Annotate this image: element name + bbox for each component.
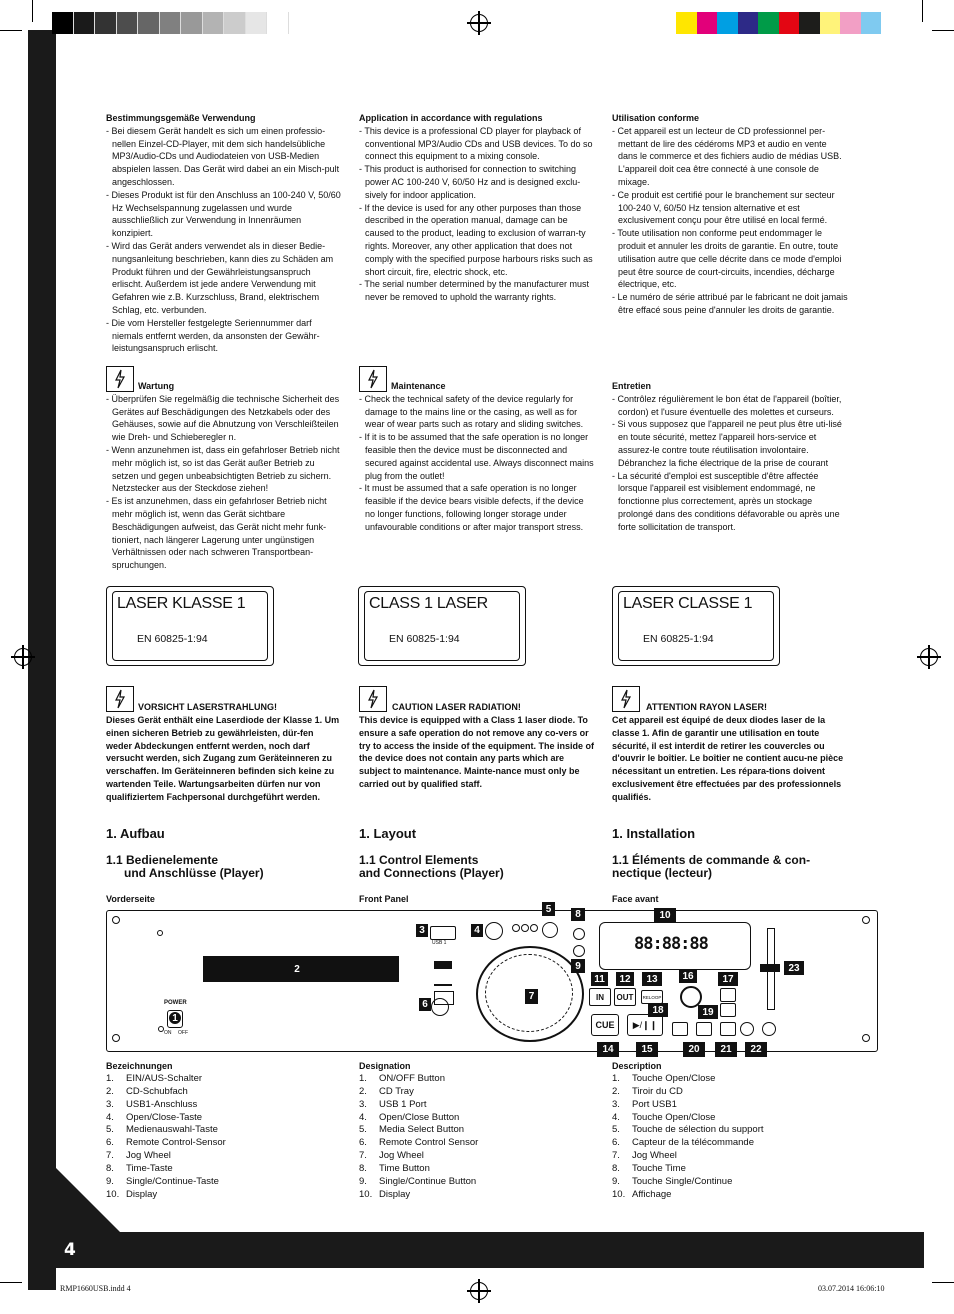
list-item: - Check the technical safety of the device regularly for damage to the mains line or the casing, as well as for wear of wear parts such as rotary and sliding switches.	[359, 393, 595, 431]
fr-intended-use	[612, 112, 848, 317]
grayscale-swatch	[267, 12, 289, 34]
list-label: Medienauswahl-Taste	[126, 1124, 218, 1136]
list-label: Media Select Button	[379, 1124, 465, 1136]
list-item	[106, 1086, 226, 1099]
callout-number: 4	[471, 924, 483, 937]
pitch-minus-button[interactable]	[740, 1022, 754, 1036]
list-label: Time-Taste	[126, 1163, 173, 1175]
list-number: 7.	[106, 1150, 114, 1162]
usb-port[interactable]	[430, 926, 456, 940]
list-item	[359, 1176, 478, 1189]
laser-class-title: CLASS 1 LASER	[369, 595, 488, 612]
callout-number: 6	[419, 998, 431, 1011]
en-intended-use	[359, 112, 595, 304]
color-swatch	[799, 12, 820, 34]
callout-number: 19	[698, 1005, 718, 1019]
left-black-stripe	[28, 30, 56, 1290]
list-label: Open/Close-Taste	[126, 1111, 203, 1123]
color-calibration-bar	[676, 12, 881, 34]
list-item	[612, 1073, 764, 1086]
list-item: - Dieses Produkt ist für den Anschluss an 100-240 V, 50/60 Hz Wechselspannung zugelassen und wurde ausschließlich zur Verwendung in Innenräumen konzipiert.	[106, 189, 342, 240]
list-item	[106, 1073, 226, 1086]
bullet-list	[106, 125, 342, 355]
de-intended-use	[106, 112, 342, 355]
grayscale-swatch	[74, 12, 96, 34]
section-title: 1. Installation	[612, 826, 696, 841]
list-label: Open/Close Button	[379, 1111, 460, 1123]
grayscale-swatch	[52, 12, 74, 34]
list-item: - Toute utilisation non conforme peut endommager le produit et annuler les droits de garantie. En outre, toute utilisation autre que celle décrite dans ce mode d'emploi peut être source de court-circuits, incendies, décharge électrique, etc.	[612, 227, 848, 291]
callout-number: 17	[718, 972, 738, 986]
laser-class-label	[106, 586, 274, 666]
callout-number: 9	[571, 959, 585, 973]
callout-number: 13	[642, 972, 662, 986]
list-label: USB 1 Port	[379, 1098, 427, 1110]
list-item: - If it is to be assumed that the safe operation is no longer feasible then the device must be disconnected and secured against accidental use. Always disconnect mains plug from the outlet!	[359, 431, 595, 482]
list-item	[612, 1137, 764, 1150]
list-item	[106, 1150, 226, 1163]
list-label: Tiroir du CD	[632, 1085, 683, 1097]
list-item: - Si vous supposez que l'appareil ne peut plus être uti-lisé en toute sécurité, mettez l'appareil hors-service et assurez-le contre toute réutilisation involontaire. Débranchez la fiche électrique de la prise de courant	[612, 418, 848, 469]
laser-class-title: LASER CLASSE 1	[623, 595, 753, 612]
subsection-title: and Connections (Player)	[359, 866, 504, 880]
list-item	[612, 1150, 764, 1163]
power-off-label: OFF	[178, 1030, 188, 1036]
panel-label: Front Panel	[359, 894, 409, 904]
list-label: Single/Continue Button	[379, 1176, 477, 1188]
rack-screw	[112, 1034, 120, 1042]
color-swatch	[840, 12, 861, 34]
list-label: Capteur de la télécommande	[632, 1137, 754, 1149]
list-label: Single/Continue-Taste	[126, 1176, 219, 1188]
fr-maintenance	[612, 380, 848, 534]
en-maintenance	[359, 380, 595, 534]
laser-class-title: LASER KLASSE 1	[117, 595, 246, 612]
list-number: 5.	[106, 1124, 114, 1136]
bullet-list	[106, 393, 342, 572]
function-button[interactable]	[720, 988, 736, 1002]
caution-text: This device is equipped with a Class 1 laser diode. To ensure a safe operation do not remove any co-vers or try to access the inside of the equipment. The inside of the device does not contain any parts which are subject to maintenance. Mainte-nance must only be carried out by qualified staff.	[359, 715, 595, 789]
grayscale-swatch	[160, 12, 182, 34]
time-button[interactable]	[573, 928, 585, 940]
list-item: - The serial number determined by the manufacturer must never be removed to uphold the warranty rights.	[359, 278, 595, 304]
laser-norm: EN 60825-1:94	[389, 633, 460, 645]
callout-number: 7	[525, 989, 538, 1004]
list-number: 5.	[359, 1124, 367, 1136]
crop-mark	[0, 30, 22, 31]
list-label: Touche de sélection du support	[632, 1124, 764, 1136]
pitch-fader-knob[interactable]	[760, 964, 780, 972]
list-item	[106, 1124, 226, 1137]
list-item: - Bei diesem Gerät handelt es sich um einen professio-nellen Einzel-CD-Player, mit dem sich handelsübliche MP3/Audio-CDs und Audiodateien von USB-Medien abspielen lassen. Das Gerät wird dabei an ein Misch-pult angeschlossen.	[106, 125, 342, 189]
panel-label: Face avant	[612, 894, 659, 904]
color-swatch	[697, 12, 718, 34]
list-number: 7.	[359, 1150, 367, 1162]
list-number: 6.	[106, 1137, 114, 1149]
laser-norm: EN 60825-1:94	[137, 633, 208, 645]
list-item	[359, 1124, 478, 1137]
list-label: EIN/AUS-Schalter	[126, 1072, 203, 1084]
footer-date: 03.07.2014 16:06:10	[818, 1284, 885, 1293]
list-number: 3.	[106, 1098, 114, 1110]
time-readout: 88:88:88	[634, 934, 708, 954]
callout-number: 11	[591, 972, 608, 986]
list-item	[612, 1176, 764, 1189]
page-number: 4	[64, 1240, 76, 1260]
list-item: - Cet appareil est un lecteur de CD professionnel per-mettant de lire des cédéroms MP3 et audio en vente dans le commerce et des fichiers audio de médias USB. L'appareil doit cea être connecté à une console de mixage.	[612, 125, 848, 189]
caution-title: ATTENTION RAYON LASER!	[646, 702, 768, 712]
lock-button[interactable]	[720, 1022, 736, 1036]
power-on-label: ON	[164, 1030, 172, 1036]
warning-high-voltage-icon	[106, 686, 134, 712]
list-item	[612, 1086, 764, 1099]
list-item: - Es ist anzunehmen, dass ein gefahrloser Betrieb nicht mehr möglich ist, wenn das Gerät sichtbare Beschädigungen aufweist, das Gerät nicht mehr funk-tioniert, nach längerer Lagerung unter ungünstigen Verhältnissen oder nach schweren Transportbean-spruchungen.	[106, 495, 342, 572]
callout-number: 21	[715, 1042, 737, 1057]
loop-in-button[interactable]: IN	[589, 988, 611, 1006]
indicator-led	[530, 924, 538, 932]
list-label: Port USB1	[632, 1098, 677, 1110]
list-number: 2.	[359, 1085, 367, 1097]
list-item	[359, 1073, 478, 1086]
play-pause-button[interactable]: ▶/❙❙	[627, 1014, 663, 1036]
subsection-title: 1.1 Bedienelemente	[106, 853, 219, 867]
list-item: - If the device is used for any other purposes than those described in the operation manual, damage can be caused to the product, leading to exclusion of warran-ty rights. Moreover, any other application that does not comply with the specified purpose harbours risks such as short circuit, fire, electric shock, etc.	[359, 202, 595, 279]
callout-number: 18	[648, 1003, 668, 1017]
list-item	[106, 1189, 226, 1202]
list-item: - Überprüfen Sie regelmäßig die technische Sicherheit des Gerätes auf Beschädigungen des Netzkabels oder des Gehäuses, sowie auf die Abnutzung von Verschleißteilen wie Dreh- und Schieberegler n.	[106, 393, 342, 444]
list-number: 8.	[612, 1163, 620, 1175]
list-item: - This product is authorised for connection to switching power AC 100-240 V, 60/50 Hz and is designed exclu-sively for indoor application.	[359, 163, 595, 201]
list-item	[106, 1112, 226, 1125]
color-swatch	[738, 12, 759, 34]
subsection-title: 1.1 Control Elements	[359, 853, 479, 867]
list-number: 9.	[106, 1176, 114, 1188]
list-number: 1.	[359, 1072, 367, 1084]
list-number: 6.	[359, 1137, 367, 1149]
list-number: 6.	[612, 1137, 620, 1149]
list-item	[359, 1099, 478, 1112]
list-number: 8.	[359, 1163, 367, 1175]
callout-number: 14	[597, 1042, 619, 1057]
bottom-black-bar	[28, 1232, 924, 1268]
list-item: - Wenn anzunehmen ist, dass ein gefahrloser Betrieb nicht mehr möglich ist, so ist das Gerät außer Betrieb zu setzen und gegen unbeabsichtigten Betrieb zu sichern. Netzstecker aus der Steckdose ziehen!	[106, 444, 342, 495]
list-item	[612, 1163, 764, 1176]
list-number: 10.	[612, 1188, 626, 1200]
grayscale-swatch	[203, 12, 225, 34]
list-number: 4.	[359, 1111, 367, 1123]
grayscale-swatch	[95, 12, 117, 34]
remote-sensor	[431, 998, 449, 1016]
crop-mark	[0, 1282, 22, 1283]
section-title: 1. Aufbau	[106, 826, 165, 841]
list-item	[106, 1137, 226, 1150]
caution-title: CAUTION LASER RADIATION!	[392, 702, 521, 712]
list-number: 7.	[612, 1150, 620, 1162]
list-label: CD-Schubfach	[126, 1085, 188, 1097]
subsection-title: und Anschlüsse (Player)	[124, 866, 264, 880]
list-number: 9.	[359, 1176, 367, 1188]
indicator-led	[512, 924, 520, 932]
panel-label: Vorderseite	[106, 894, 155, 904]
section-heading: Maintenance	[391, 381, 446, 391]
subsection-title: 1.1 Éléments de commande & con-	[612, 853, 811, 867]
list-number: 5.	[612, 1124, 620, 1136]
list-title: Description	[612, 1061, 662, 1071]
search-forward-button[interactable]	[696, 1022, 712, 1036]
list-number: 8.	[106, 1163, 114, 1175]
list-title: Designation	[359, 1061, 411, 1071]
rack-screw	[862, 1034, 870, 1042]
rack-screw	[112, 916, 120, 924]
bullet-list	[359, 125, 595, 304]
warning-high-voltage-icon	[612, 686, 640, 712]
open-close-button[interactable]	[485, 922, 503, 940]
list-item: - Le numéro de série attribué par le fabricant ne doit jamais être effacé sous peine d'annuler les droits de garantie.	[612, 291, 848, 317]
list-item	[106, 1176, 226, 1189]
grayscale-swatch	[246, 12, 268, 34]
list-item	[612, 1124, 764, 1137]
color-swatch	[861, 12, 882, 34]
list-label: Display	[126, 1188, 158, 1200]
list-item: - Wird das Gerät anders verwendet als in dieser Bedie-nungsanleitung beschrieben, kann dies zu Schäden am Produkt führen und der Gewährleistungsanspruch erlischt. Außerdem ist jede andere Verwendung mit Gefahren wie z.B. Kurzschluss, Brand, elektrischem Schlag, etc. verbunden.	[106, 240, 342, 317]
power-label: POWER	[164, 1000, 187, 1006]
section-heading: Entretien	[612, 381, 652, 391]
list-number: 10.	[359, 1188, 373, 1200]
list-number: 3.	[612, 1098, 620, 1110]
list-label: Affichage	[632, 1188, 672, 1200]
list-label: ON/OFF Button	[379, 1072, 445, 1084]
callout-number: 23	[784, 961, 804, 975]
percent-button[interactable]	[720, 1003, 736, 1017]
callout-number: 5	[542, 902, 555, 916]
callout-number: 1	[169, 1012, 181, 1024]
search-back-button[interactable]	[672, 1022, 688, 1036]
de-maintenance	[106, 380, 342, 572]
list-label: Jog Wheel	[379, 1150, 424, 1162]
registration-mark-icon	[920, 648, 938, 666]
list-item	[359, 1163, 478, 1176]
list-item	[612, 1189, 764, 1202]
caution-text: Dieses Gerät enthält eine Laserdiode der Klasse 1. Um einen sicheren Betrieb zu gewährleisten, dür-fen weder Abdeckungen entfernt werden, noch darf versucht werden, sich Zugang zum Geräteinneren zu verschaffen. Im Geräteinneren befinden sich keine zu wartenden Teile. Wartungsarbeiten dürfen nur von qualifiziertem Fachpersonal durchgeführt werden.	[106, 715, 340, 802]
cue-button[interactable]: CUE	[591, 1014, 619, 1036]
list-item: - Die vom Hersteller festgelegte Seriennummer darf niemals entfernt werden, da ansonsten der Gewähr-leistungsanspruch erlischt.	[106, 317, 342, 355]
section-heading: Bestimmungsgemäße Verwendung	[106, 113, 256, 123]
registration-mark-icon	[470, 14, 488, 32]
list-number: 4.	[612, 1111, 620, 1123]
list-label: USB1-Anschluss	[126, 1098, 198, 1110]
list-number: 10.	[106, 1188, 120, 1200]
list-title: Bezeichnungen	[106, 1061, 173, 1071]
list-number: 4.	[106, 1111, 114, 1123]
callout-number: 15	[636, 1042, 658, 1057]
color-swatch	[779, 12, 800, 34]
bullet-list	[612, 125, 848, 317]
crop-mark	[932, 30, 954, 31]
usb-label: USB 1	[432, 940, 447, 946]
reloop-button[interactable]: RELOOP	[641, 990, 663, 1004]
usb-logo-icon	[434, 961, 452, 969]
single-continue-button[interactable]	[573, 945, 585, 957]
list-number: 1.	[106, 1072, 114, 1084]
rack-screw	[862, 916, 870, 924]
callout-number: 3	[416, 924, 428, 937]
list-item	[106, 1099, 226, 1112]
callout-number: 2	[287, 962, 307, 976]
footer-filename: RMP1660USB.indd 4	[60, 1284, 131, 1293]
list-number: 1.	[612, 1072, 620, 1084]
callout-number: 20	[683, 1042, 705, 1057]
crop-mark	[922, 0, 923, 22]
list-item	[106, 1163, 226, 1176]
fr-component-list	[612, 1060, 764, 1202]
laser-class-label	[358, 586, 526, 666]
list-label: Time Button	[379, 1163, 430, 1175]
grayscale-swatch	[181, 12, 203, 34]
crop-mark	[32, 0, 33, 22]
section-heading: Wartung	[138, 381, 175, 391]
caution-text: Cet appareil est équipé de deux diodes laser de la classe 1. Afin de garantir une utilisation en toute sécurité, il est interdit de retirer les couvercles ou d'ouvrir le boîtier. Le boîtier ne contient aucu-ne pièce nécessitant un entretien. Les répara-tions doivent exclusivement être effectuées par des professionnels qualifiés.	[612, 715, 844, 802]
en-component-list	[359, 1060, 478, 1202]
grayscale-swatch	[117, 12, 139, 34]
indicator-led	[521, 924, 529, 932]
list-item: - This device is a professional CD player for playback of conventional MP3/Audio CDs and USB devices. To do so connect this equipment to a mixing console.	[359, 125, 595, 163]
color-swatch	[717, 12, 738, 34]
registration-mark-icon	[470, 1282, 488, 1300]
section-heading: Application in accordance with regulations	[359, 113, 543, 123]
callout-number: 16	[679, 969, 697, 983]
laser-class-label	[612, 586, 780, 666]
list-label: Remote Control Sensor	[379, 1137, 479, 1149]
mp3-logo-icon	[434, 976, 452, 986]
section-heading: Utilisation conforme	[612, 113, 700, 123]
list-label: Touche Open/Close	[632, 1072, 716, 1084]
list-item	[612, 1099, 764, 1112]
subsection-title: nectique (lecteur)	[612, 866, 713, 880]
section-title: 1. Layout	[359, 826, 417, 841]
indicator-led	[157, 930, 163, 936]
list-label: Touche Single/Continue	[632, 1176, 733, 1188]
list-number: 2.	[612, 1085, 620, 1097]
list-item	[359, 1112, 478, 1125]
list-item: - It must be assumed that a safe operation is no longer feasible if the device bears visible defects, if the device no longer functions, following longer storage under unfavourable conditions or after major transport stress.	[359, 482, 595, 533]
caution-title: VORSICHT LASERSTRAHLUNG!	[138, 702, 277, 712]
grayscale-swatch	[138, 12, 160, 34]
list-item	[359, 1150, 478, 1163]
registration-mark-icon	[14, 648, 32, 666]
list-label: CD Tray	[379, 1085, 414, 1097]
de-component-list	[106, 1060, 226, 1202]
list-number: 3.	[359, 1098, 367, 1110]
grayscale-calibration-bar	[52, 12, 289, 34]
color-swatch	[820, 12, 841, 34]
callout-number: 10	[654, 908, 676, 922]
bullet-list	[612, 393, 848, 534]
warning-high-voltage-icon	[359, 686, 387, 712]
list-item	[359, 1189, 478, 1202]
color-swatch	[758, 12, 779, 34]
list-item	[359, 1086, 478, 1099]
list-label: Display	[379, 1188, 411, 1200]
list-label: Jog Wheel	[126, 1150, 171, 1162]
list-item: - Ce produit est certifié pour le branchement sur secteur 100-240 V, 60/50 Hz tension alternative et est exclusivement conçu pour être utilisé en local fermé.	[612, 189, 848, 227]
list-number: 9.	[612, 1176, 620, 1188]
list-item	[359, 1137, 478, 1150]
callout-number: 8	[571, 908, 585, 921]
list-label: Remote Control-Sensor	[126, 1137, 226, 1149]
callout-number: 22	[745, 1042, 767, 1057]
list-label: Jog Wheel	[632, 1150, 677, 1162]
pitch-plus-button[interactable]	[762, 1022, 776, 1036]
list-number: 2.	[106, 1085, 114, 1097]
bullet-list	[359, 393, 595, 534]
list-item: - La sécurité d'emploi est susceptible d'être affectée lorsque l'appareil est visiblement endommagé, ne fonctionne plus correctement, après un stockage prolongé dans des conditions défavorable ou après une forte sollicitation de transport.	[612, 470, 848, 534]
grayscale-swatch	[224, 12, 246, 34]
laser-norm: EN 60825-1:94	[643, 633, 714, 645]
list-item: - Contrôlez régulièrement le bon état de l'appareil (boîtier, cordon) et l'usure éventuelle des molettes et curseurs.	[612, 393, 848, 419]
list-label: Touche Time	[632, 1163, 686, 1175]
callout-number: 12	[616, 972, 634, 986]
loop-out-button[interactable]: OUT	[614, 988, 636, 1006]
crop-mark	[932, 1282, 954, 1283]
list-item	[612, 1112, 764, 1125]
list-label: Touche Open/Close	[632, 1111, 716, 1123]
color-swatch	[676, 12, 697, 34]
media-select-button[interactable]	[542, 922, 558, 938]
